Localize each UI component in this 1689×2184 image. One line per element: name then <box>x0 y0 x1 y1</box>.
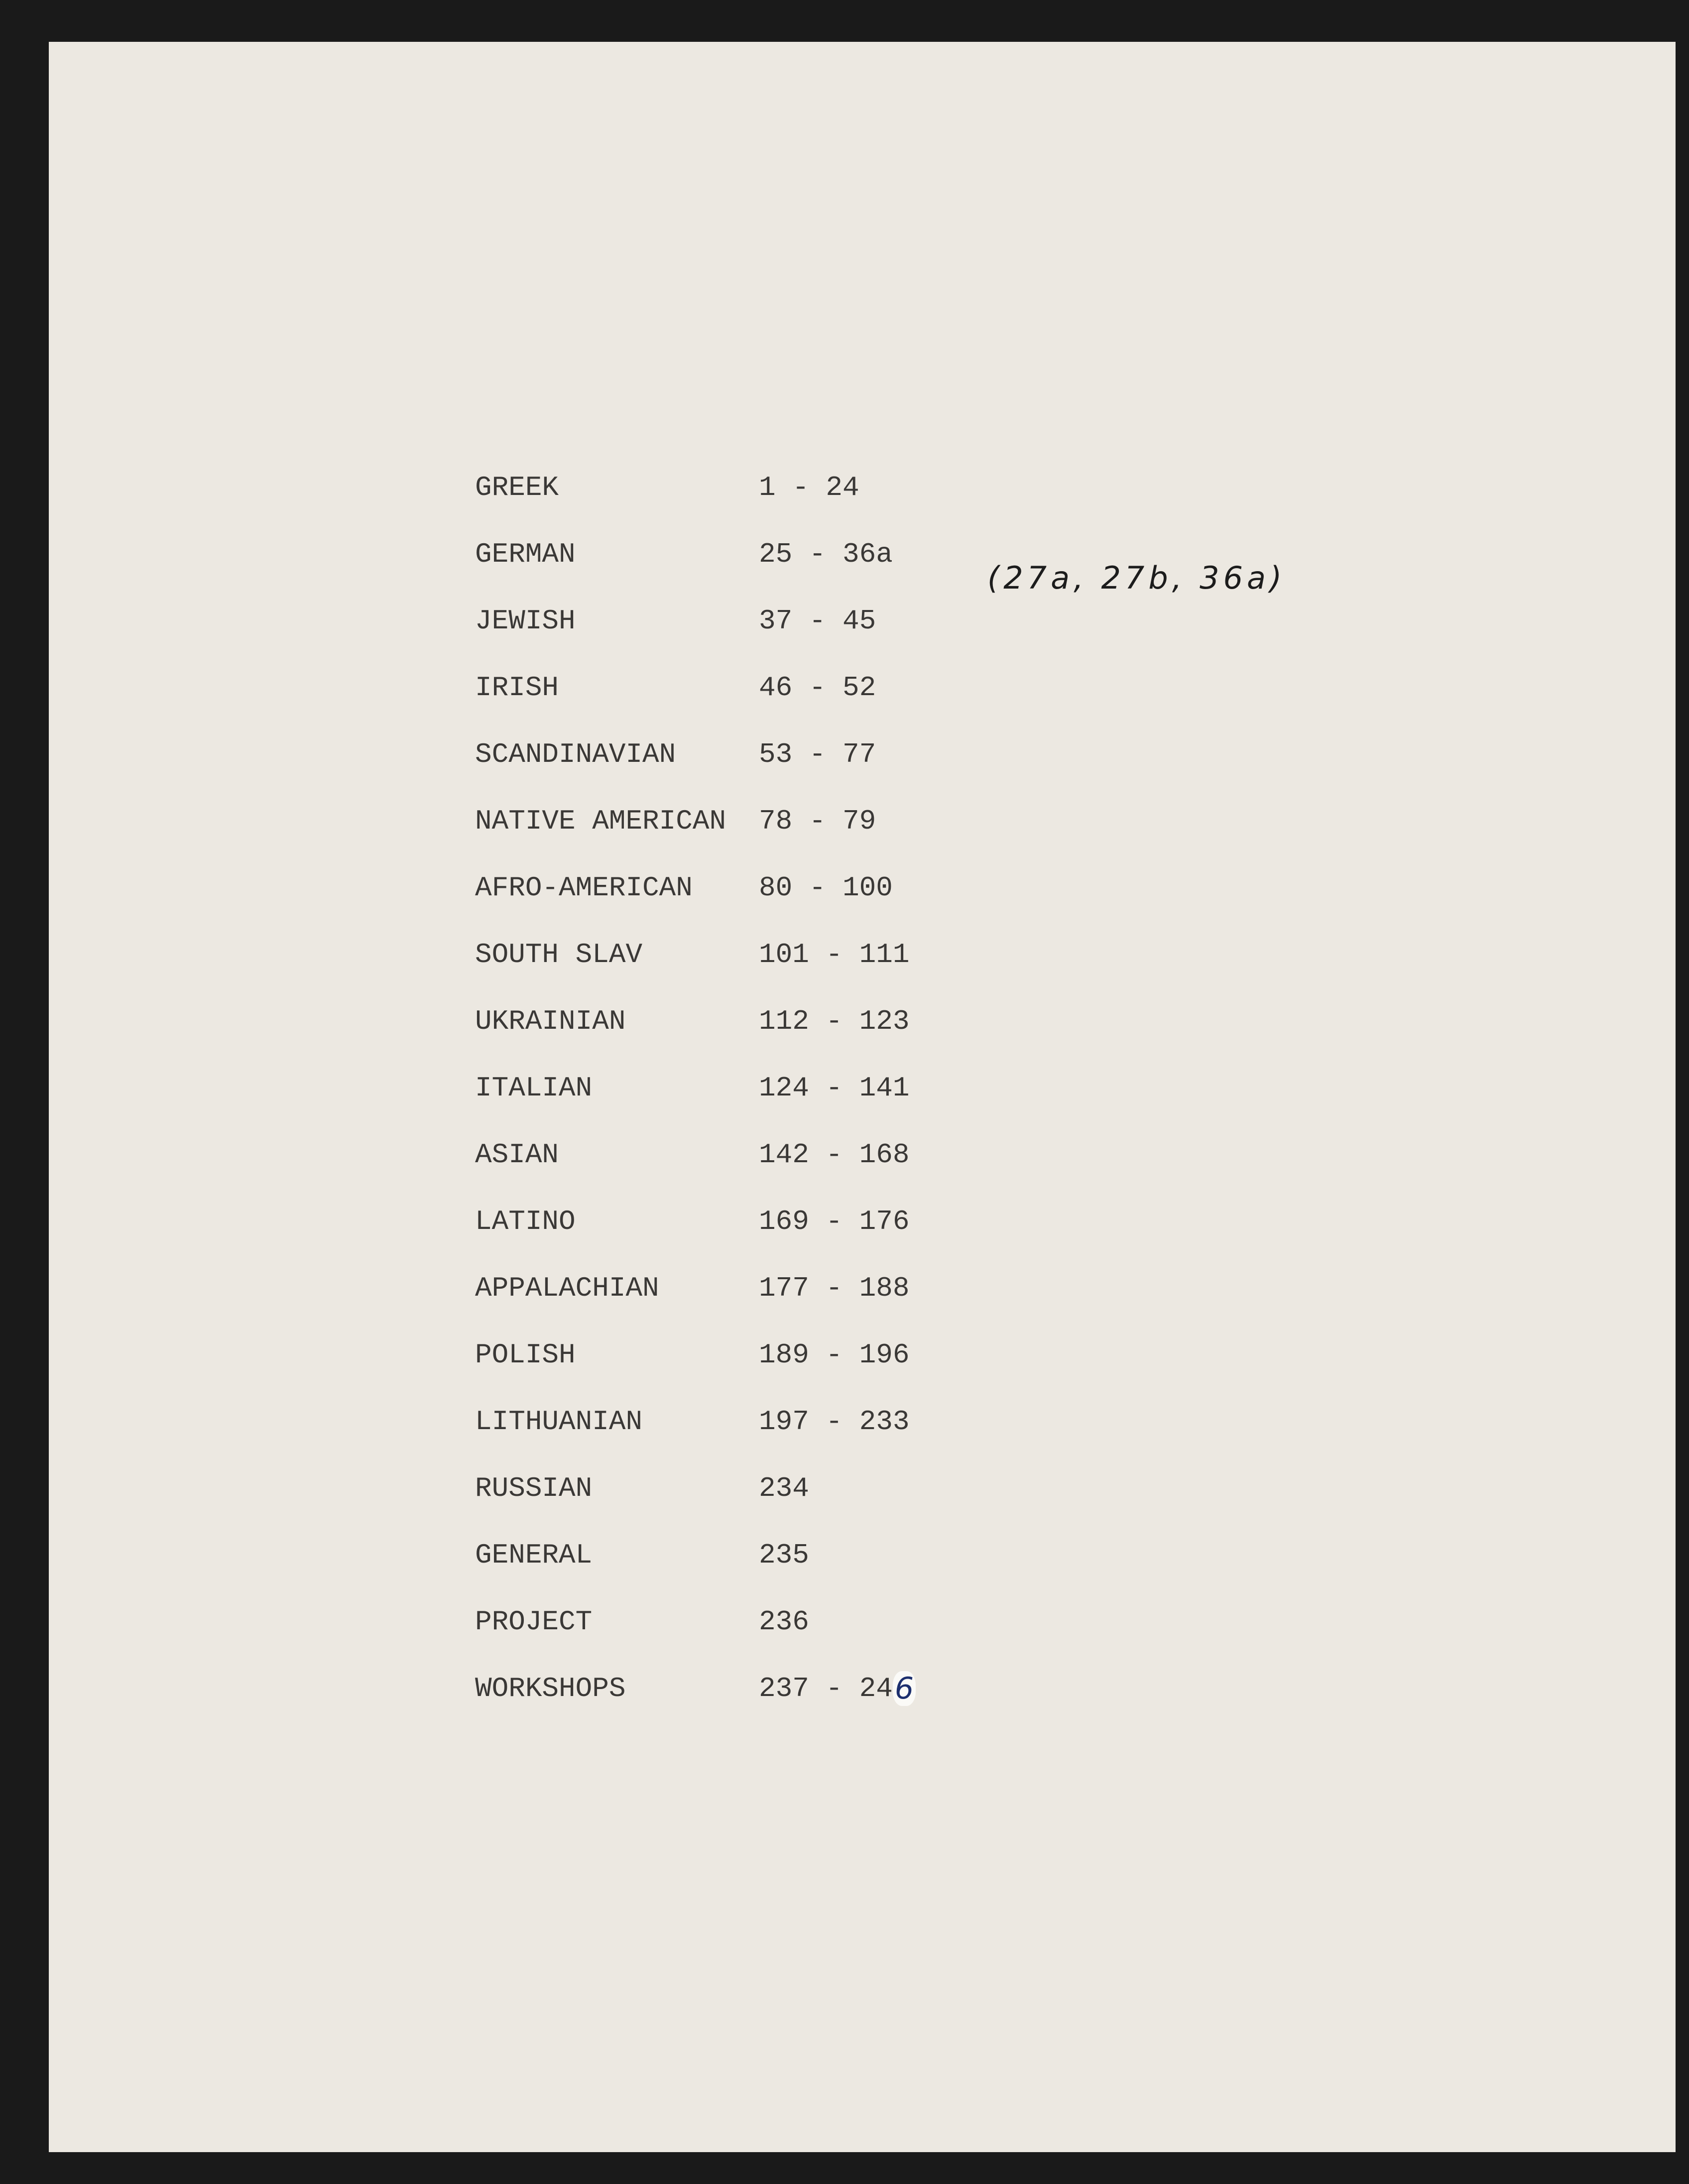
index-row <box>475 521 893 588</box>
index-row <box>475 854 893 921</box>
document-page <box>49 42 1676 2152</box>
index-row <box>475 1322 909 1388</box>
index-row <box>475 654 876 721</box>
index-row <box>475 1455 809 1522</box>
handwritten-note: (27a, 27b, 36a) <box>987 560 1286 596</box>
index-range: 78 - 79 <box>759 805 876 837</box>
index-row <box>475 788 876 854</box>
index-label: UKRAINIAN <box>475 1005 626 1037</box>
index-label: POLISH <box>475 1339 576 1371</box>
index-range: 234 <box>759 1472 809 1504</box>
index-row <box>475 1655 916 1722</box>
index-range: 177 - 188 <box>759 1272 910 1304</box>
index-range: 25 - 36a <box>759 538 893 570</box>
index-range: 53 - 77 <box>759 738 876 770</box>
index-row <box>475 1255 909 1322</box>
index-row <box>475 1188 909 1255</box>
index-row <box>475 454 859 521</box>
index-label: PROJECT <box>475 1606 593 1638</box>
index-label: GERMAN <box>475 538 576 570</box>
index-row <box>475 1121 909 1188</box>
index-row <box>475 988 909 1055</box>
index-row <box>475 921 909 988</box>
index-label: IRISH <box>475 672 559 704</box>
index-label: GREEK <box>475 472 559 503</box>
index-label: NATIVE AMERICAN <box>475 805 726 837</box>
index-range: 189 - 196 <box>759 1339 910 1371</box>
index-label: APPALACHIAN <box>475 1272 659 1304</box>
index-label: AFRO-AMERICAN <box>475 872 693 904</box>
index-row <box>475 721 876 788</box>
index-row <box>475 1388 909 1455</box>
index-label: WORKSHOPS <box>475 1673 626 1704</box>
index-label: ASIAN <box>475 1139 559 1171</box>
handwritten-correction: 6 <box>893 1671 916 1706</box>
index-range: 112 - 123 <box>759 1005 910 1037</box>
index-range: 101 - 111 <box>759 939 910 971</box>
index-label: LATINO <box>475 1206 576 1237</box>
index-range: 46 - 52 <box>759 672 876 704</box>
index-label: SOUTH SLAV <box>475 939 643 971</box>
index-label: LITHUANIAN <box>475 1406 643 1438</box>
index-label: JEWISH <box>475 605 576 637</box>
index-range: 37 - 45 <box>759 605 876 637</box>
index-range: 124 - 141 <box>759 1072 910 1104</box>
index-row <box>475 588 876 654</box>
index-range: 80 - 100 <box>759 872 893 904</box>
index-label: SCANDINAVIAN <box>475 738 676 770</box>
index-label: ITALIAN <box>475 1072 593 1104</box>
index-range: 236 <box>759 1606 809 1638</box>
index-range: 1 - 24 <box>759 472 859 503</box>
index-range: 142 - 168 <box>759 1139 910 1171</box>
index-range: 235 <box>759 1539 809 1571</box>
index-range: 197 - 233 <box>759 1406 910 1438</box>
index-row <box>475 1055 909 1121</box>
index-row <box>475 1588 809 1655</box>
index-row <box>475 1522 809 1588</box>
index-label: RUSSIAN <box>475 1472 593 1504</box>
index-range: 237 - 24 <box>759 1673 893 1704</box>
index-range: 169 - 176 <box>759 1206 910 1237</box>
index-label: GENERAL <box>475 1539 593 1571</box>
